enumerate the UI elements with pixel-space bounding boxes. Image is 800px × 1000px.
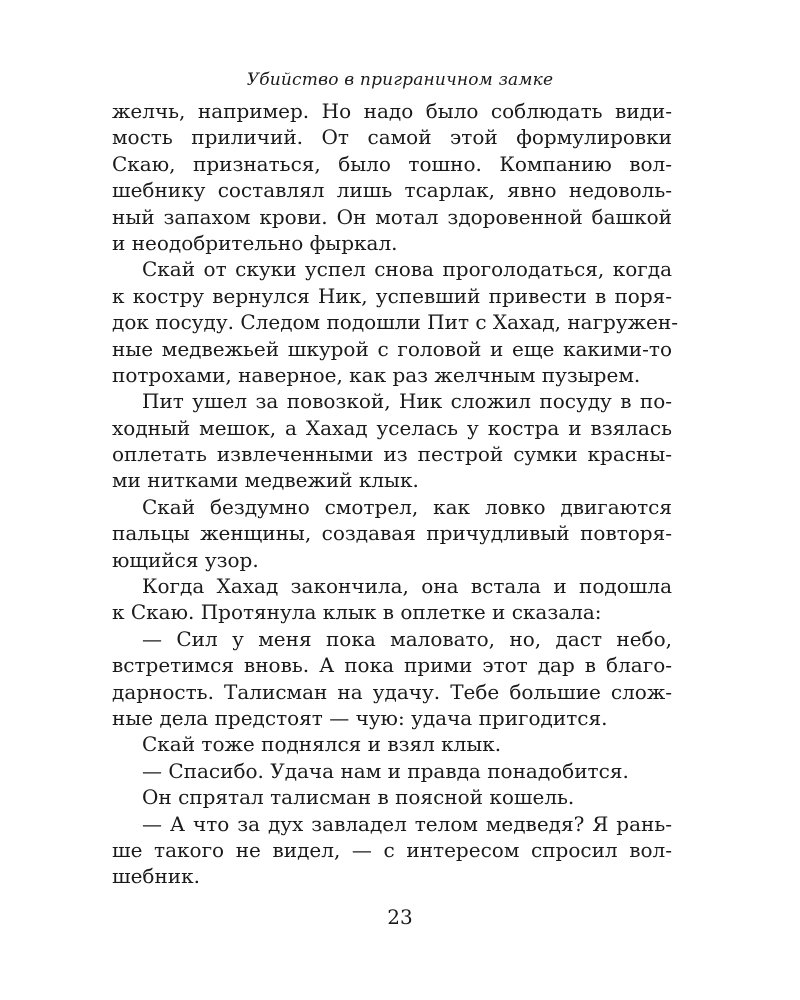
text-line: — Спасибо. Удача нам и правда понадобится. <box>142 758 629 783</box>
text-line: Пит ушел за повозкой, Ник сложил посуду в по- <box>142 389 672 414</box>
text-line: Он спрятал талисман в поясной кошель. <box>142 785 575 810</box>
text-line: ный запахом крови. Он мотал здоровенной башкой <box>112 204 672 229</box>
text-line: шебнику составлял лишь тсарлак, явно недоволь- <box>112 178 672 203</box>
text-line: дарность. Талисман на удачу. Тебе большие слож- <box>112 679 672 704</box>
text-line: — А что за дух завладел телом медведя? Я рань- <box>142 811 672 836</box>
body-text <box>112 98 678 890</box>
text-line: — Сил у меня пока маловато, но, даст небо, <box>142 626 672 651</box>
text-line: оплетать извлеченными из пестрой сумки красны- <box>112 442 672 467</box>
text-line: Скай бездумно смотрел, как ловко двигаются <box>142 494 672 519</box>
text-line: ющийся узор. <box>112 547 259 572</box>
text-line: пальцы женщины, создавая причудливый повторя- <box>112 521 672 546</box>
text-line: ше такого не видел, — с интересом спросил вол- <box>112 837 672 862</box>
text-line: ные медвежьей шкурой с головой и еще какими-то <box>112 336 672 361</box>
text-line: док посуду. Следом подошли Пит с Хахад, нагружен- <box>112 310 678 335</box>
text-line: Когда Хахад закончила, она встала и подошла <box>142 574 672 599</box>
text-line: потрохами, наверное, как раз желчным пузырем. <box>112 362 641 387</box>
text-line: и неодобрительно фыркал. <box>112 230 398 255</box>
text-line: шебник. <box>112 864 200 889</box>
text-line: мость приличий. От самой этой формулировки <box>112 125 672 150</box>
text-line: Скаю, признаться, было тошно. Компанию вол- <box>112 151 672 176</box>
text-line: встретимся вновь. А пока прими этот дар в благо- <box>112 653 672 678</box>
text-line: ные дела предстоят — чую: удача пригодится. <box>112 705 608 730</box>
text-line: ми нитками медвежий клык. <box>112 468 419 493</box>
text-line: Скай от скуки успел снова проголодаться, когда <box>142 257 672 282</box>
text-line: Скай тоже поднялся и взял клык. <box>142 732 502 757</box>
text-line: к Скаю. Протянула клык в оплетке и сказала: <box>112 600 602 625</box>
text-line: ходный мешок, а Хахад уселась у костра и взялась <box>112 415 672 440</box>
text-line: желчь, например. Но надо было соблюдать види- <box>112 99 672 123</box>
page-number: 23 <box>387 905 413 929</box>
running-head: Убийство в приграничном замке <box>246 70 554 90</box>
text-line: к костру вернулся Ник, успевший привести в поря- <box>112 283 672 308</box>
